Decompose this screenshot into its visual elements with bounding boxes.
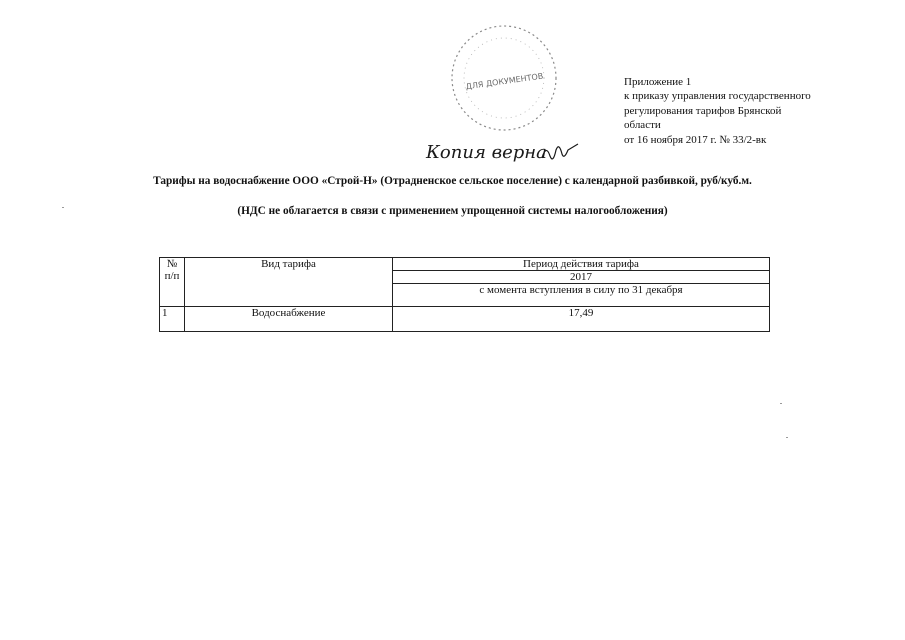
vat-note: (НДС не облагается в связи с применением упрощенной системы налогообложения) (237, 205, 668, 217)
appendix-block (624, 75, 864, 147)
appendix-line: к приказу управления государственного (624, 90, 811, 103)
header-period: Период действия тарифа (393, 258, 770, 271)
tariff-table (159, 257, 770, 332)
row-value: 17,49 (393, 307, 770, 332)
appendix-line: области (624, 119, 661, 132)
header-num-line1: № (166, 258, 178, 270)
appendix-line: Приложение 1 (624, 76, 692, 88)
header-num (160, 258, 185, 307)
row-num: 1 (160, 307, 185, 332)
header-num-line2: п/п (164, 270, 180, 282)
stamp-text: ДЛЯ ДОКУМЕНТОВ (465, 71, 544, 92)
header-range: с момента вступления в силу по 31 декабря (393, 284, 770, 307)
header-year: 2017 (393, 271, 770, 284)
document-title: Тарифы на водоснабжение ООО «Строй-Н» (Отрадненское сельское поселение) с календарной разбивкой, руб/куб.м. (153, 175, 752, 187)
header-kind: Вид тарифа (185, 258, 393, 307)
scan-speck (786, 437, 788, 438)
appendix-line: от 16 ноября 2017 г. № 33/2-вк (624, 133, 767, 146)
appendix-line: регулирования тарифов Брянской (624, 104, 782, 117)
scan-speck (62, 207, 64, 208)
stamp (444, 18, 564, 138)
row-kind: Водоснабжение (185, 307, 393, 332)
signature-text: Копия верна (426, 142, 547, 163)
signature (424, 134, 584, 168)
scan-speck (780, 403, 782, 404)
table-row (160, 307, 770, 332)
table-header-row (160, 258, 770, 271)
